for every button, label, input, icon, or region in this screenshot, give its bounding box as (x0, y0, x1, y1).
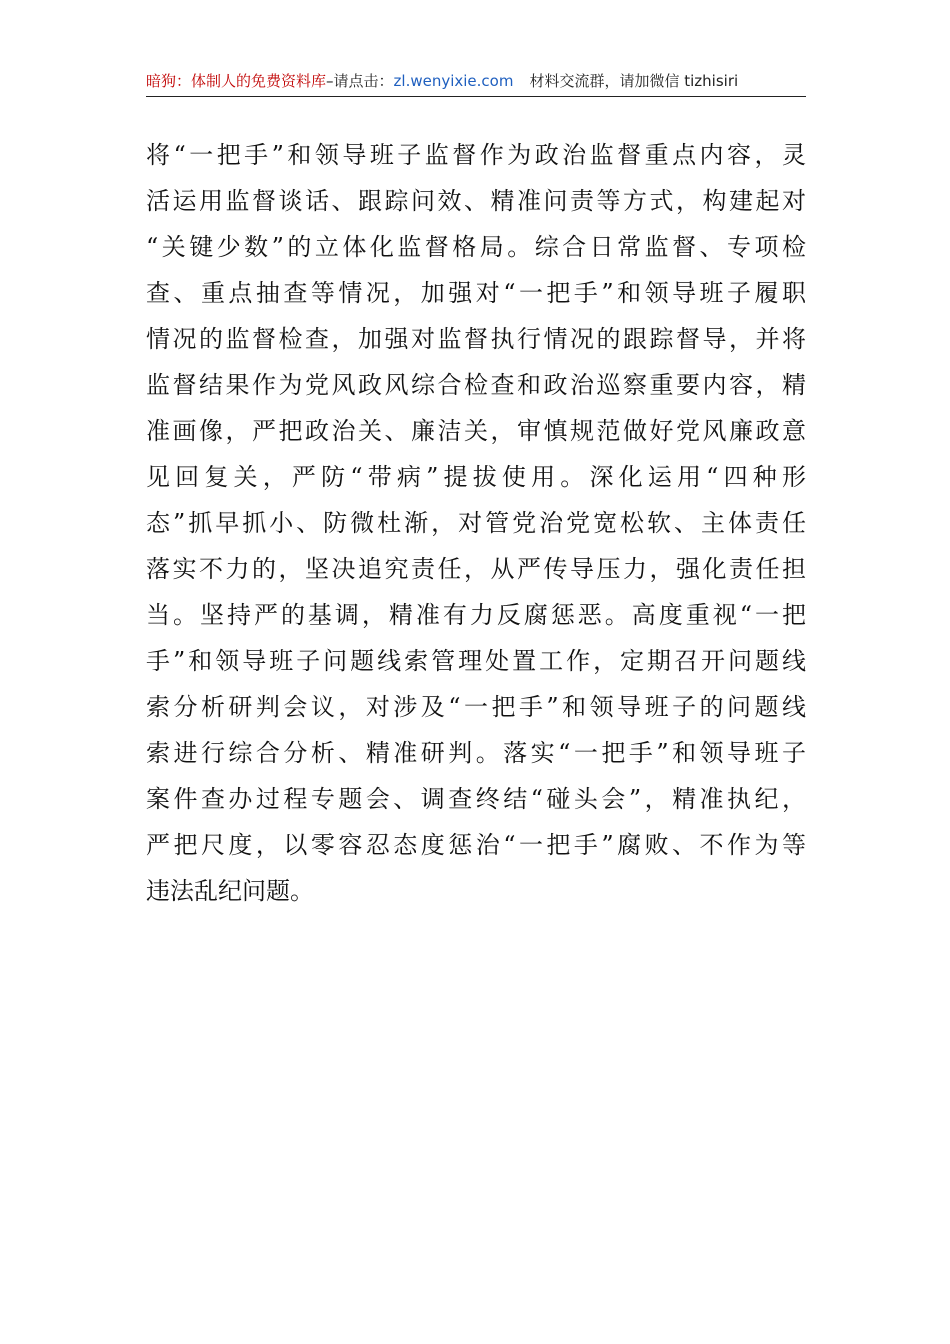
text-line: 将“一把手”和领导班子监督作为政治监督重点内容，灵 (146, 141, 806, 169)
header-site-name: 暗狗：体制人的免费资料库 (146, 72, 327, 90)
text-line: 索进行综合分析、精准研判。落实“一把手”和领导班子 (146, 739, 806, 767)
text-line: 严把尺度，以零容忍态度惩治“一把手”腐败、不作为等 (146, 831, 806, 859)
header-url-link[interactable]: zl.wenyixie.com (393, 72, 514, 90)
text-line: 当。坚持严的基调，精准有力反腐惩恶。高度重视“一把 (146, 601, 806, 629)
text-line: 态”抓早抓小、防微杜渐，对管党治党宽松软、主体责任 (146, 509, 806, 537)
text-line: 查、重点抽查等情况，加强对“一把手”和领导班子履职 (146, 279, 806, 307)
text-line: 见回复关，严防“带病”提拔使用。深化运用“四种形 (146, 463, 806, 491)
header-divider (146, 96, 806, 97)
text-line: 违法乱纪问题。 (146, 877, 314, 905)
text-line: 索分析研判会议，对涉及“一把手”和领导班子的问题线 (146, 693, 806, 721)
text-line: 案件查办过程专题会、调查终结“碰头会”，精准执纪， (146, 785, 806, 813)
text-line: “关键少数”的立体化监督格局。综合日常监督、专项检 (146, 233, 806, 261)
text-line: 落实不力的，坚决追究责任，从严传导压力，强化责任担 (146, 555, 806, 583)
header-contact: 材料交流群，请加微信 tizhisiri (529, 72, 739, 90)
page-header (146, 68, 806, 94)
header-click-prompt: –请点击： (326, 72, 394, 90)
document-body (146, 132, 806, 914)
text-line: 准画像，严把政治关、廉洁关，审慎规范做好党风廉政意 (146, 417, 806, 445)
text-line: 活运用监督谈话、跟踪问效、精准问责等方式，构建起对 (146, 187, 806, 215)
text-line: 情况的监督检查，加强对监督执行情况的跟踪督导，并将 (146, 325, 806, 353)
text-line: 手”和领导班子问题线索管理处置工作，定期召开问题线 (146, 647, 806, 675)
text-line: 监督结果作为党风政风综合检查和政治巡察重要内容，精 (146, 371, 806, 399)
